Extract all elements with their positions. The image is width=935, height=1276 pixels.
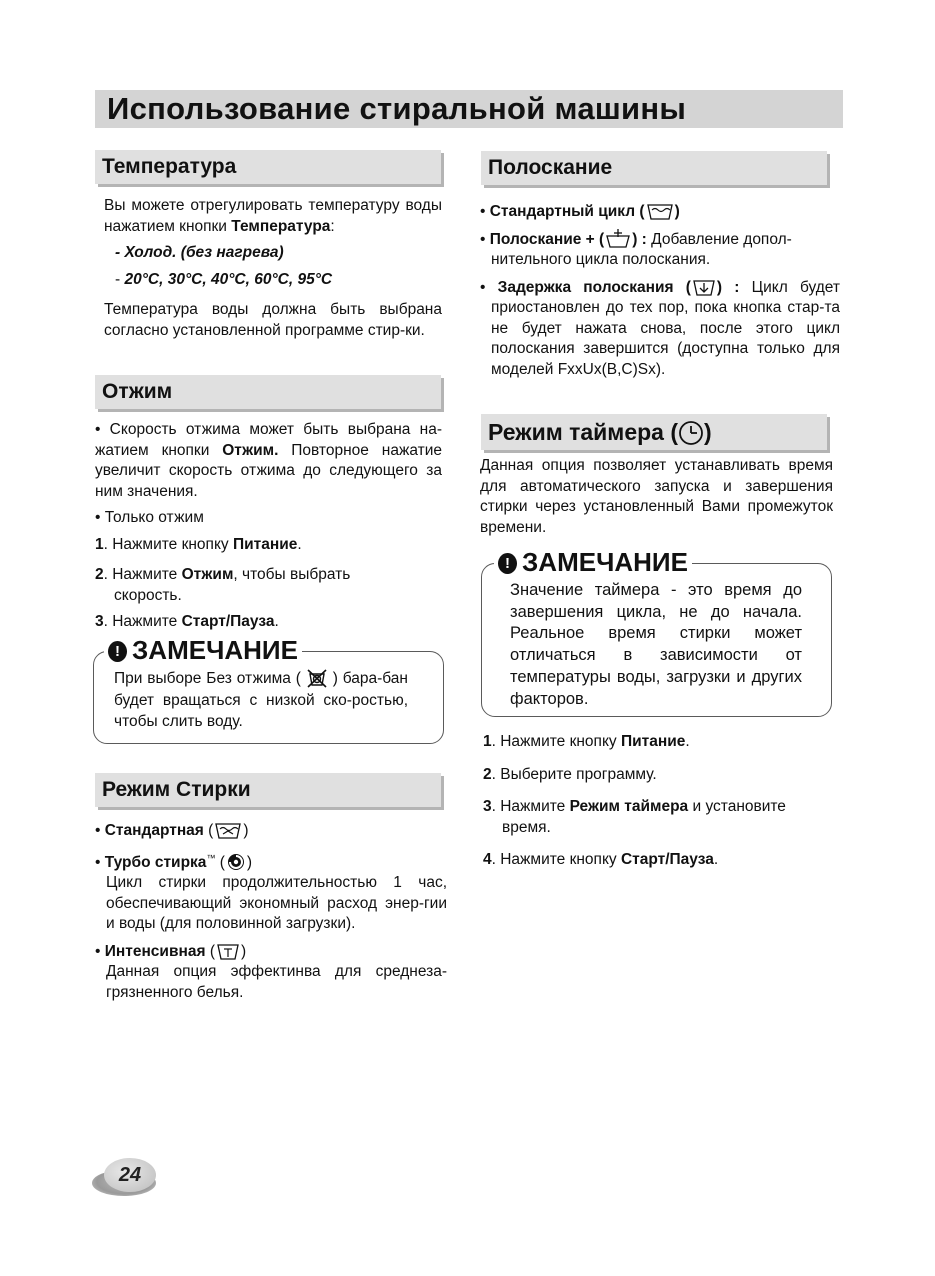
section-heading-rinse: Полоскание (481, 151, 827, 185)
wash-mode-intensive: • Интенсивная ( ) (95, 942, 247, 960)
no-spin-icon (306, 668, 328, 688)
clock-icon (678, 420, 704, 446)
wash-mode-standard: • Стандартная ( ) (95, 822, 249, 839)
timer-intro: Данная опция позволяет устанавливать время для автоматического запуска и завершения стирки через установленный Вами промежуток времени. (480, 457, 833, 536)
exclamation-icon: ! (108, 641, 127, 662)
timer-step-3: 3. Нажмите Режим таймера и установите (483, 798, 786, 815)
wash-mode-intensive-desc: Данная опция эффектинва для среднеза-грязненного белья. (106, 963, 447, 1001)
rinse-standard-icon (645, 201, 675, 221)
note-title-timer: ! ЗАМЕЧАНИЕ (494, 547, 692, 577)
spin-step-2: 2. Нажмите Отжим, чтобы выбрать (95, 566, 351, 583)
timer-step-2: 2. Выберите программу. (483, 765, 657, 783)
note-title-spin: ! ЗАМЕЧАНИЕ (104, 635, 302, 665)
section-heading-wash-mode: Режим Стирки (95, 773, 441, 807)
rinse-hold: • Задержка полоскания ( ) : Цикл будет приостановлен до тех пор, пока кнопка стар-та не будет нажата снова, после этого цикл полоскания завершится (доступна только для моделей FxxUx(B,C)Sx). (480, 278, 841, 378)
temperature-note: Температура воды должна быть выбрана согласно установленной программе стир-ки. (104, 301, 442, 339)
temperature-section (104, 196, 442, 341)
exclamation-icon: ! (498, 553, 517, 574)
spin-only-item: • Только отжим (95, 509, 204, 526)
temperature-intro: Вы можете отрегулировать температуру воды нажатием кнопки Температура: (104, 197, 442, 235)
page-title: Использование стиральной машины (95, 90, 843, 128)
rinse-section (480, 201, 840, 380)
rinse-plus: • Полоскание + ( ) : Добавление допол-нительного цикла полоскания. (480, 230, 792, 268)
wash-mode-turbo-desc: Цикл стирки продолжительностью 1 час, обеспечивающий экономный расход энер-гии и воды (для половинной загрузки). (106, 874, 447, 933)
timer-step-1: 1. Нажмите кнопку Питание. (483, 733, 690, 750)
rinse-hold-icon (691, 277, 717, 297)
intensive-wash-icon (215, 941, 241, 961)
turbo-wash-icon (225, 852, 247, 872)
page-number: 24 (104, 1158, 156, 1192)
spin-section (95, 420, 442, 633)
wash-mode-turbo: • Турбо стирка™ ( ) (95, 852, 253, 871)
spin-step-2-continued: скорость. (114, 586, 182, 604)
spin-paragraph: • Скорость отжима может быть выбрана на-жатием кнопки Отжим. Повторное нажатие увеличит скорость отжима до следующего за ним значения. (95, 421, 442, 500)
section-heading-temperature: Температура (95, 150, 441, 184)
timer-step-3-continued: время. (502, 818, 551, 836)
timer-step-4: 4. Нажмите кнопку Старт/Пауза. (483, 851, 719, 868)
standard-wash-icon (213, 820, 243, 840)
timer-steps (483, 732, 833, 871)
note-text-timer: Значение таймера - это время до завершения цикла, не до начала. Реальное время стирки может отличаться в зависимости от температуры воды, загрузки и других факторов. (510, 581, 802, 708)
temperature-option-values: - 20°C, 30°C, 40°C, 60°C, 95°C (115, 270, 333, 288)
spin-step-3: 3. Нажмите Старт/Пауза. (95, 613, 279, 630)
rinse-plus-icon (604, 229, 632, 249)
rinse-standard: • Стандартный цикл ( ) (480, 203, 680, 220)
section-heading-spin: Отжим (95, 375, 441, 409)
wash-mode-section (95, 820, 447, 1003)
spin-step-1: 1. Нажмите кнопку Питание. (95, 535, 302, 553)
section-heading-timer: Режим таймера ( ) (481, 414, 827, 450)
note-text-spin: При выборе Без отжима ( ) бара-бан будет вращаться с низкой ско-ростью, чтобы слить воду. (114, 670, 408, 730)
temperature-option-cold: - Холод. (без нагрева) (115, 244, 284, 261)
